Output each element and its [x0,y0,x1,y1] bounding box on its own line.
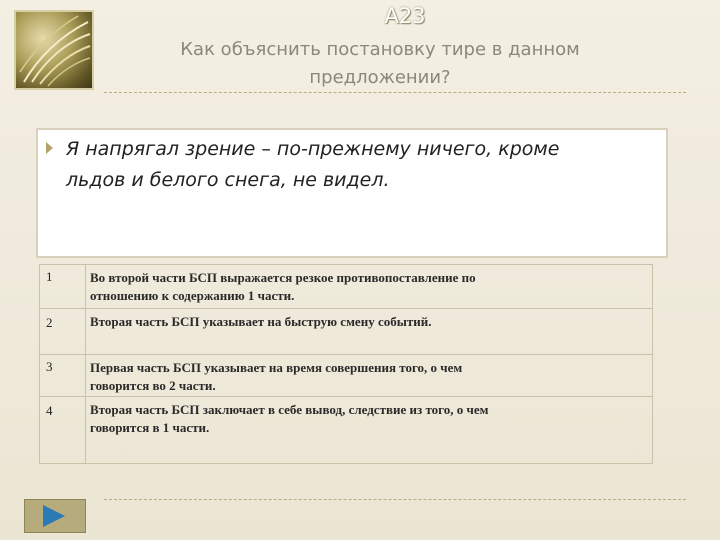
bullet-arrow-icon [46,142,53,154]
play-arrow-icon [43,505,65,527]
feather-logo-icon [14,10,94,90]
option-text-line: говорится во 2 части. [90,378,216,393]
option-text [90,401,644,437]
divider-bottom [104,499,686,500]
option-text-line: Вторая часть БСП заключает в себе вывод, следствие из того, о чем [90,402,489,417]
answer-options-table [39,264,653,464]
option-text [90,359,644,395]
option-number: 3 [46,359,53,374]
option-text-line: отношению к содержанию 1 части. [90,288,295,303]
table-row-divider [40,308,652,309]
option-text [90,313,644,331]
slide-number: A23 [384,4,426,28]
option-text-line: Во второй части БСП выражается резкое противопоставление по [90,270,476,285]
option-text-line: Первая часть БСП указывает на время совершения того, о чем [90,360,463,375]
table-column-divider [85,265,86,463]
title-line-1: Как объяснить постановку тире в данном [180,39,580,60]
option-number: 2 [46,315,53,330]
sentence-line-1: Я напрягал зрение – по-прежнему ничего, кроме [66,138,560,160]
sentence-line-2: льдов и белого снега, не видел. [66,169,390,191]
title-line-2: предложении? [309,67,451,88]
table-row-divider [40,354,652,355]
example-sentence [66,134,656,196]
option-text-line: Вторая часть БСП указывает на быструю смену событий. [90,314,432,329]
option-number: 1 [46,269,53,284]
page-title [120,36,640,92]
sentence-box [36,128,668,258]
option-text [90,269,644,305]
option-number: 4 [46,403,53,418]
divider-top [104,92,686,93]
table-row-divider [40,396,652,397]
next-slide-button[interactable] [24,499,86,533]
option-text-line: говорится в 1 части. [90,420,210,435]
